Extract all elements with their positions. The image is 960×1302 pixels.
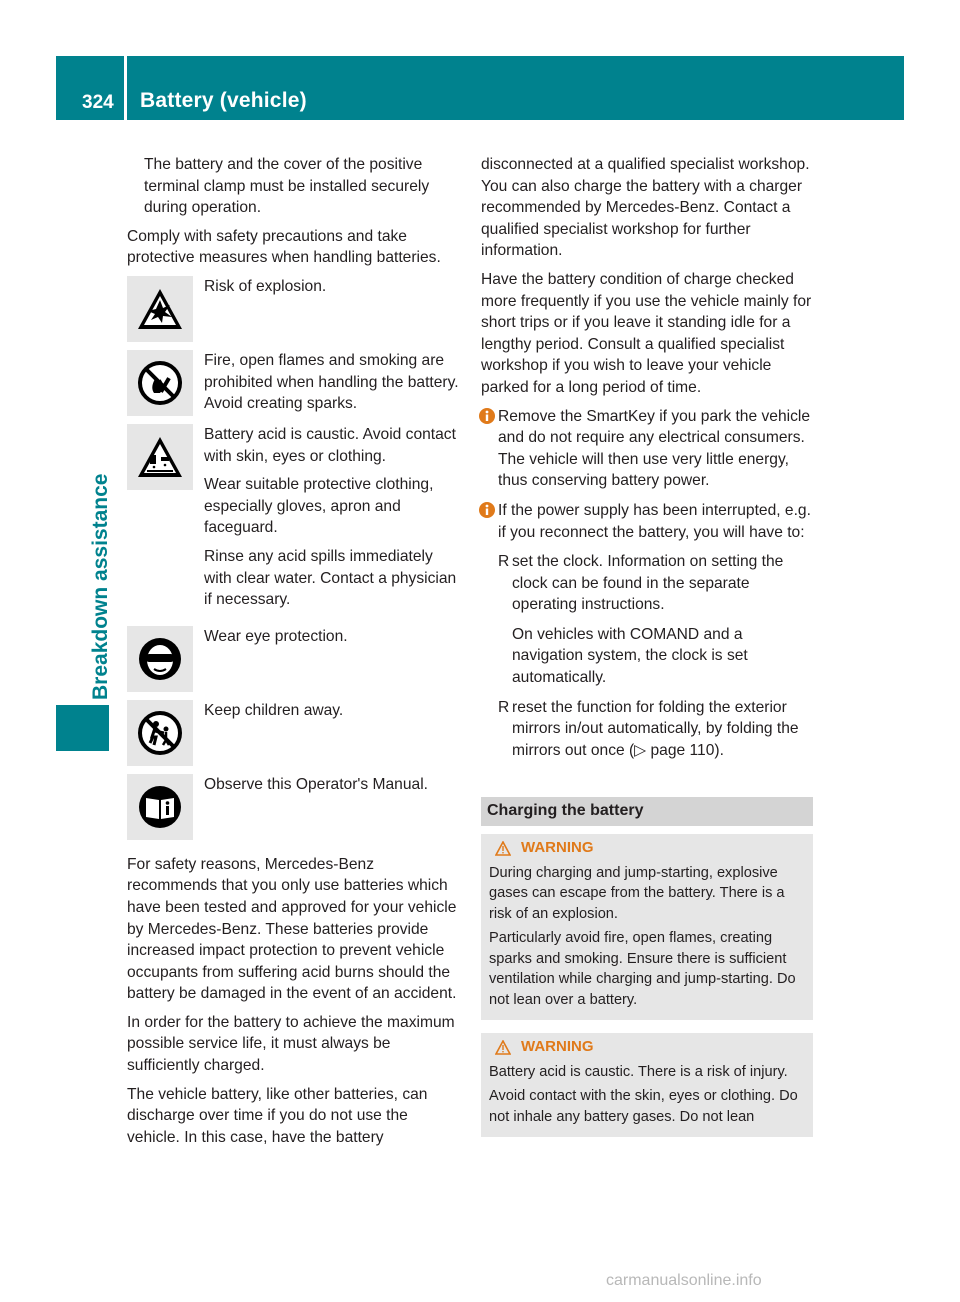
symbol-row-manual bbox=[127, 774, 462, 840]
info-note-smartkey bbox=[481, 406, 813, 492]
bullet-text-set-clock: set the clock. Information on setting the clock can be found in the separate operating instructions. bbox=[512, 553, 784, 614]
discharge-paragraph: The vehicle battery, like other batteries, can discharge over time if you do not use the vehicle. In this case, have the battery bbox=[127, 1085, 428, 1146]
header-divider bbox=[124, 56, 127, 120]
operators-manual-icon bbox=[127, 774, 193, 840]
symbol-row-no-fire bbox=[127, 350, 462, 416]
warning-title bbox=[489, 1037, 805, 1058]
symbol-row-acid bbox=[127, 424, 462, 618]
info-icon bbox=[479, 408, 495, 431]
symbol-text-acid bbox=[204, 424, 462, 618]
corrosive-acid-icon bbox=[127, 424, 193, 490]
bullet-text-reset-mirrors: reset the function for folding the exterior mirrors in/out automatically, by folding the mirrors out once (▷ page 110). bbox=[512, 698, 799, 759]
disconnect-paragraph: disconnected at a qualified specialist workshop. You can also charge the battery with a charger recommended by Mercedes-Benz. Contact a qualified specialist workshop for further information. bbox=[481, 156, 810, 260]
side-tab bbox=[86, 140, 116, 700]
watermark: carmanualsonline.info bbox=[606, 1272, 762, 1289]
eye-protection-icon bbox=[127, 626, 193, 692]
warning-acid-text-2: Avoid contact with the skin, eyes or clothing. Do not inhale any battery gases. Do not lean bbox=[489, 1088, 798, 1125]
service-life-paragraph: In order for the battery to achieve the maximum possible service life, it must always be sufficiently charged. bbox=[127, 1013, 455, 1075]
section-title: Battery (vehicle) bbox=[140, 89, 307, 112]
warning-box-acid bbox=[481, 1033, 813, 1137]
charging-heading: Charging the battery bbox=[481, 797, 813, 826]
warning-acid-text-1: Battery acid is caustic. There is a risk of injury. bbox=[489, 1063, 788, 1080]
symbol-text-eye: Wear eye protection. bbox=[204, 627, 348, 645]
warning-title-text: WARNING bbox=[521, 1038, 594, 1056]
acid-text-3: Rinse any acid spills immediately with clear water. Contact a physician if necessary. bbox=[204, 547, 457, 609]
intro-indent-paragraph: The battery and the cover of the positive terminal clamp must be installed securely during operation. bbox=[144, 156, 430, 217]
symbol-row-eye bbox=[127, 626, 462, 692]
bullet-subtext-comand: On vehicles with COMAND and a navigation system, the clock is set automatically. bbox=[512, 625, 748, 687]
symbol-row-children bbox=[127, 700, 462, 766]
symbol-text-explosion: Risk of explosion. bbox=[204, 277, 327, 295]
intro-paragraph: Comply with safety precautions and take protective measures when handling batteries. bbox=[127, 227, 441, 267]
side-tab-label: Breakdown assistance bbox=[89, 473, 112, 700]
info-text-smartkey: Remove the SmartKey if you park the vehicle and do not require any electrical consumers. The vehicle will then use very little energy, thus conserving battery power. bbox=[498, 407, 811, 490]
bullet-reset-mirrors bbox=[498, 697, 813, 762]
symbol-text-children: Keep children away. bbox=[204, 701, 344, 719]
right-column bbox=[481, 154, 813, 1137]
symbol-row-explosion bbox=[127, 276, 462, 342]
info-note-power bbox=[481, 500, 813, 762]
warning-icon bbox=[495, 841, 511, 856]
warning-icon bbox=[495, 1040, 511, 1055]
charge-check-paragraph: Have the battery condition of charge checked more frequently if you use the vehicle mainly for short trips or if you leave it standing idle for a lengthy period. Consult a qualified specialist workshop if you wish to leave your vehicle parked for a long period of time. bbox=[481, 270, 812, 396]
left-column bbox=[127, 154, 462, 1155]
bullet-symbol: R bbox=[498, 553, 510, 571]
side-tab-block bbox=[56, 705, 109, 751]
no-fire-smoking-icon bbox=[127, 350, 193, 416]
acid-text-2: Wear suitable protective clothing, especially gloves, apron and faceguard. bbox=[204, 476, 434, 537]
warning-charging-text-2: Particularly avoid fire, open flames, creating sparks and smoking. Ensure there is sufficient ventilation while charging and jump-starting. Do not lean over a battery. bbox=[489, 930, 796, 1008]
warning-charging-text-1: During charging and jump-starting, explosive gases can escape from the battery. There is a risk of an explosion. bbox=[489, 864, 785, 922]
warning-title bbox=[489, 838, 805, 859]
bullet-symbol: R bbox=[498, 698, 510, 716]
keep-children-away-icon bbox=[127, 700, 193, 766]
info-icon bbox=[479, 502, 495, 525]
symbol-text-no-fire: Fire, open flames and smoking are prohibited when handling the battery. Avoid creating sparks. bbox=[204, 351, 459, 413]
warning-title-text: WARNING bbox=[521, 839, 594, 857]
warning-box-charging bbox=[481, 834, 813, 1020]
bullet-set-clock bbox=[498, 551, 813, 689]
safety-paragraph: For safety reasons, Mercedes-Benz recommends that you only use batteries which have been tested and approved for your vehicle by Mercedes-Benz. These batteries provide increased impact protection to prevent vehicle occupants from suffering acid burns should the battery be damaged in the event of an accident. bbox=[127, 855, 457, 1003]
symbol-text-manual: Observe this Operator's Manual. bbox=[204, 775, 428, 793]
acid-text-1: Battery acid is caustic. Avoid contact with skin, eyes or clothing. bbox=[204, 425, 456, 465]
info-text-power: If the power supply has been interrupted, e.g. if you reconnect the battery, you will have to: bbox=[498, 501, 811, 541]
explosion-warning-icon bbox=[127, 276, 193, 342]
page-number: 324 bbox=[82, 92, 114, 113]
